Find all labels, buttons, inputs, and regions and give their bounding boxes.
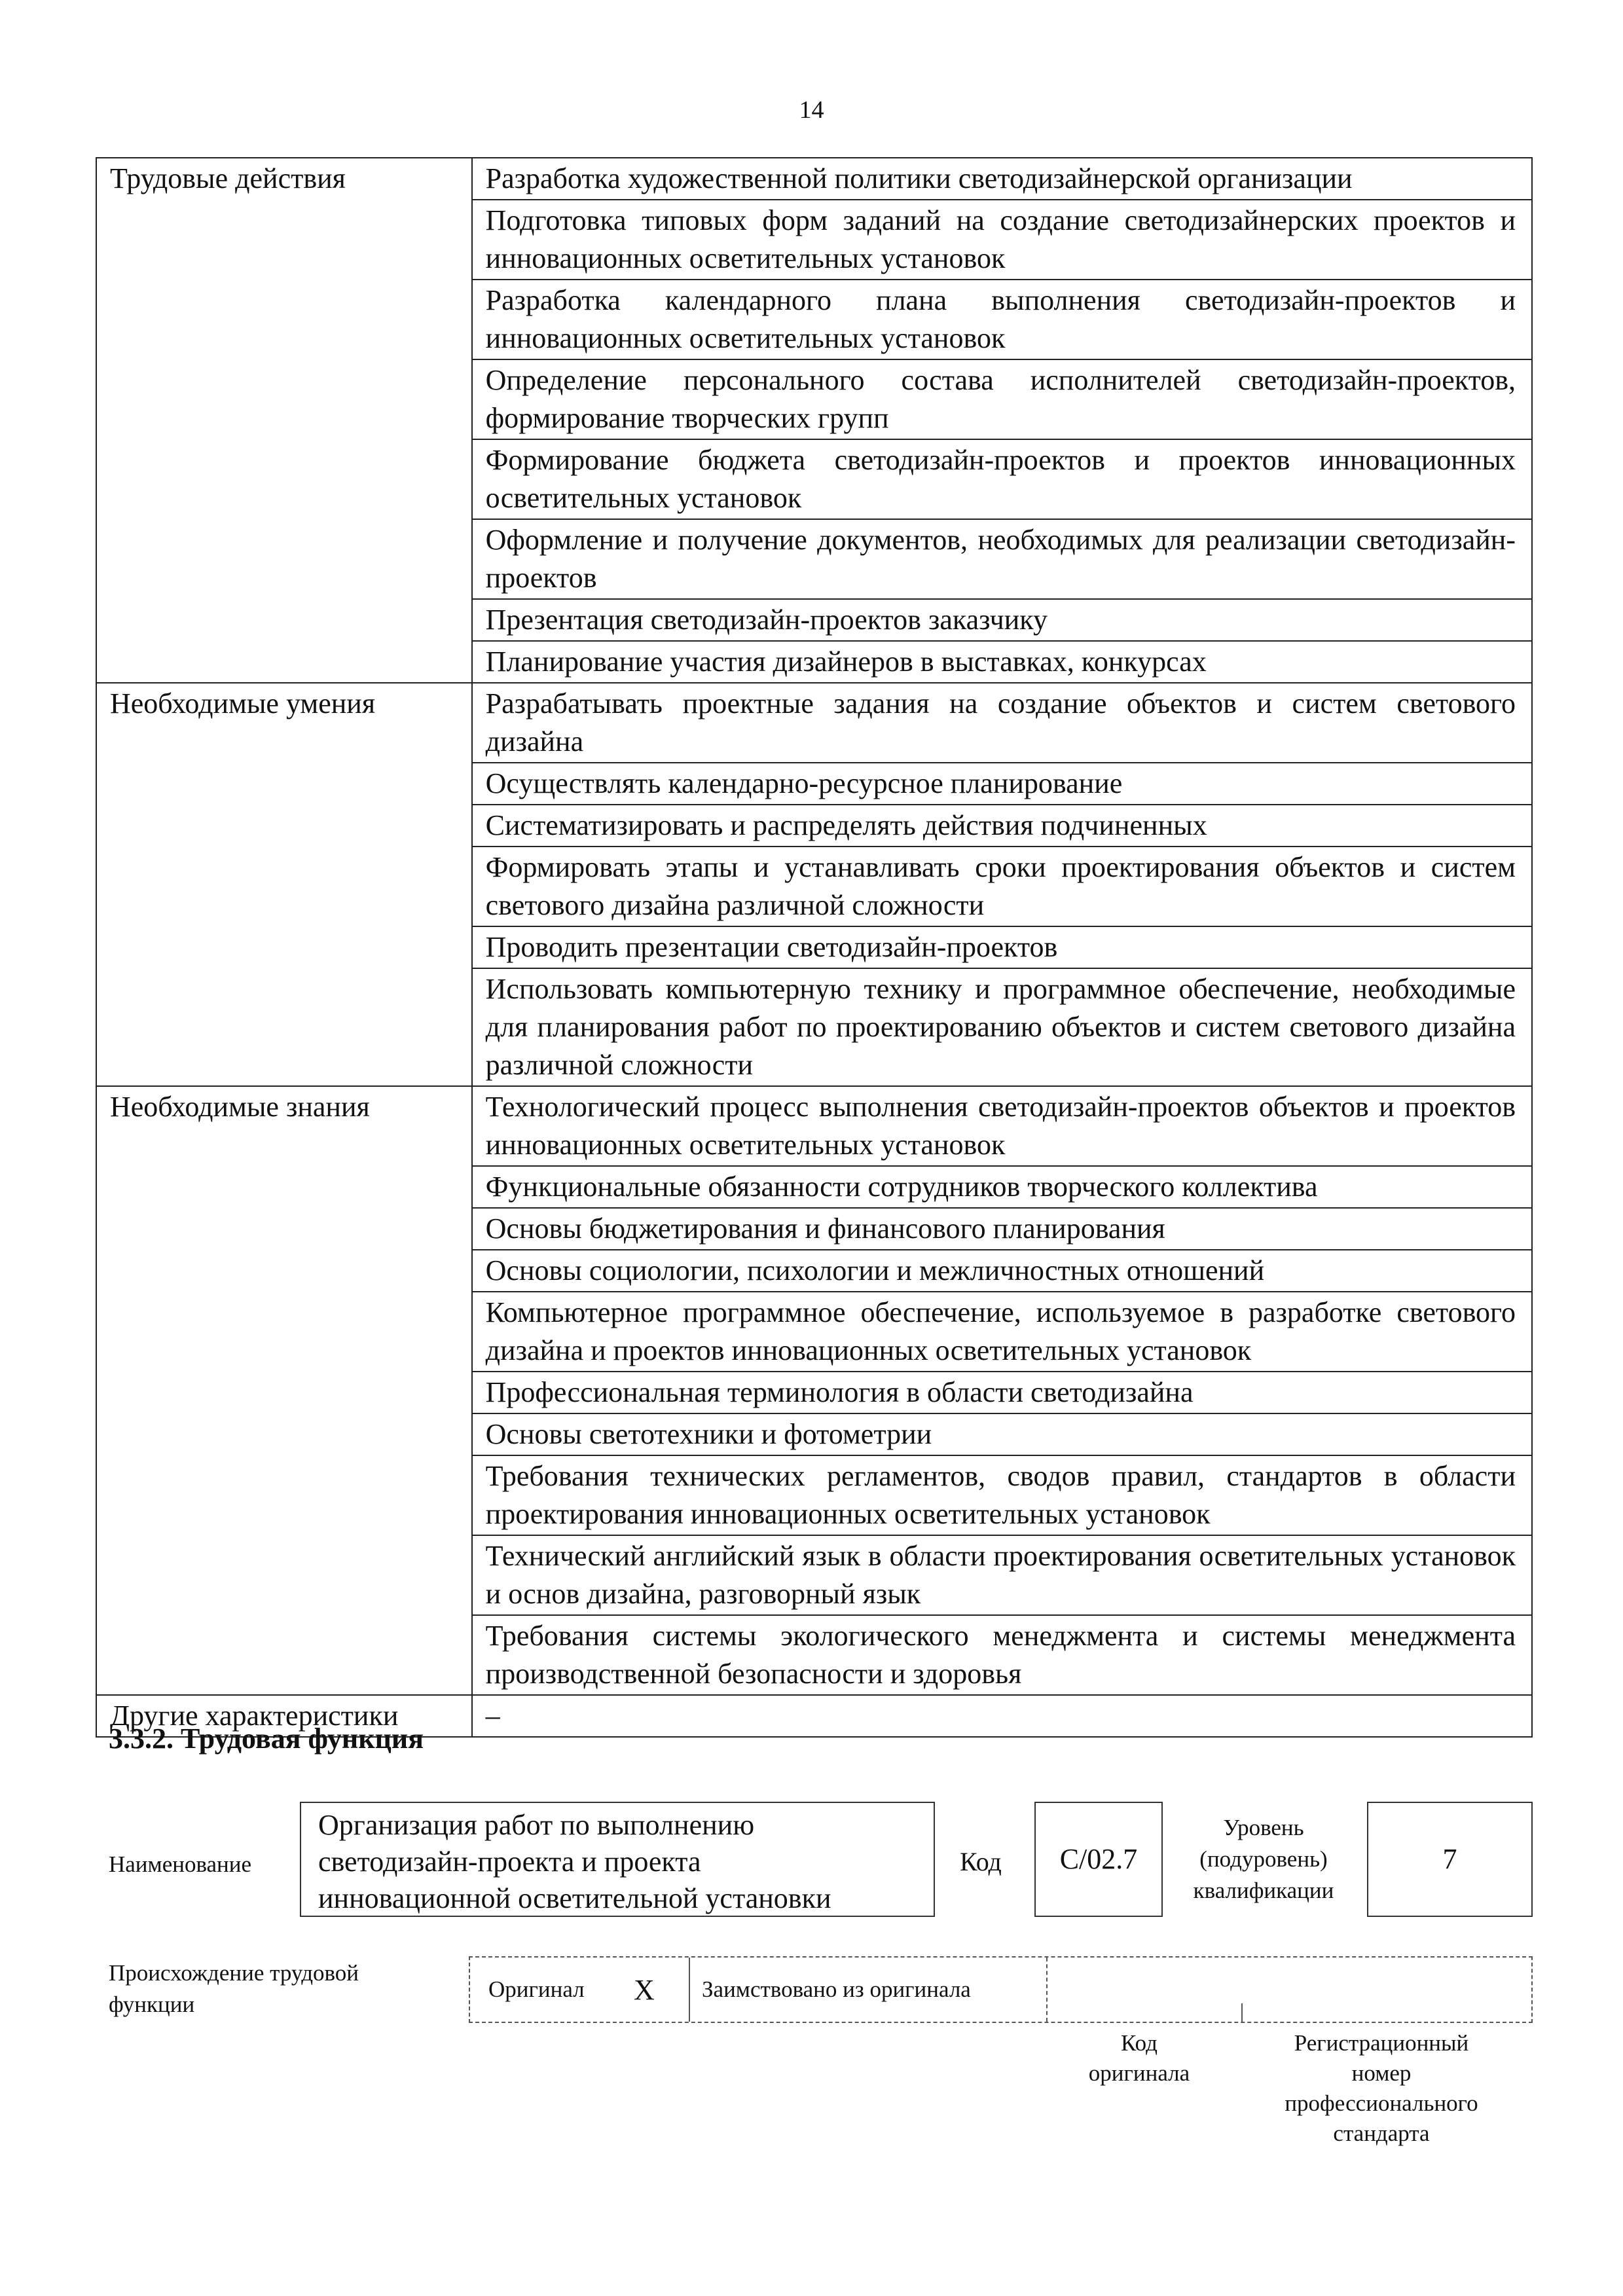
original-code-caption	[1041, 2028, 1237, 2088]
group-item: Формировать этапы и устанавливать сроки проектирования объектов и систем светового дизайна различной сложности	[472, 847, 1532, 926]
qualification-level-label-line: (подуровень)	[1199, 1846, 1328, 1872]
group-label: Необходимые умения	[96, 683, 472, 1086]
qualification-level-value: 7	[1442, 1843, 1457, 1875]
group-item: Формирование бюджета светодизайн-проектов и проектов инновационных осветительных установок	[472, 439, 1532, 519]
registration-number-caption	[1244, 2028, 1519, 2149]
caption-line: оригинала	[1088, 2060, 1190, 2086]
group-item: Планирование участия дизайнеров в выставках, конкурсах	[472, 641, 1532, 683]
group-item: Разработка календарного плана выполнения светодизайн-проектов и инновационных осветительных установок	[472, 280, 1532, 359]
code-label: Код	[960, 1847, 1002, 1876]
group-item: Технологический процесс выполнения светодизайн-проектов объектов и проектов инновационных осветительных установок	[472, 1086, 1532, 1166]
table-row	[96, 683, 1532, 763]
group-item: Подготовка типовых форм заданий на создание светодизайнерских проектов и инновационных осветительных установок	[472, 200, 1532, 280]
group-item: Презентация светодизайн-проектов заказчику	[472, 599, 1532, 641]
function-code-value: C/02.7	[1059, 1843, 1138, 1875]
borrowed-label: Заимствовано из оригинала	[702, 1977, 971, 2002]
group-item: Основы социологии, психологии и межличностных отношений	[472, 1250, 1532, 1292]
table-row	[96, 158, 1532, 200]
group-label: Другие характеристики	[96, 1695, 472, 1737]
group-item: Технический английский язык в области проектирования осветительных установок и основ дизайна, разговорный язык	[472, 1535, 1532, 1615]
function-name-line: инновационной осветительной установки	[318, 1882, 831, 1914]
group-item: Функциональные обязанности сотрудников творческого коллектива	[472, 1166, 1532, 1208]
origin-label-line: Происхождение трудовой	[109, 1960, 359, 1986]
page-number: 14	[799, 96, 824, 124]
qualification-level-box	[1367, 1802, 1533, 1917]
qualification-level-label	[1172, 1812, 1355, 1906]
group-item: Оформление и получение документов, необходимых для реализации светодизайн-проектов	[472, 519, 1532, 599]
caption-line: номер	[1351, 2060, 1412, 2086]
qualification-level-label-line: Уровень	[1223, 1815, 1304, 1840]
original-mark: X	[634, 1973, 655, 2006]
group-item: Систематизировать и распределять действия подчиненных	[472, 805, 1532, 847]
group-item: Разрабатывать проектные задания на создание объектов и систем светового дизайна	[472, 683, 1532, 763]
group-item: Определение персонального состава исполнителей светодизайн-проектов, формирование творческих групп	[472, 359, 1532, 439]
section-title: 3.3.2. Трудовая функция	[109, 1722, 424, 1755]
caption-line: Регистрационный	[1294, 2030, 1469, 2056]
function-code-box	[1034, 1802, 1163, 1917]
function-name-line: светодизайн-проекта и проекта	[318, 1846, 701, 1878]
caption-line: стандарта	[1333, 2121, 1430, 2146]
origin-box	[469, 1956, 1533, 2023]
caption-line: профессионального	[1285, 2090, 1478, 2116]
origin-divider	[1046, 1958, 1048, 2022]
group-item: Требования системы экологического менеджмента и системы менеджмента производственной безопасности и здоровья	[472, 1615, 1532, 1695]
origin-divider	[1241, 2003, 1243, 2023]
group-item: Профессиональная терминология в области светодизайна	[472, 1372, 1532, 1413]
group-item: –	[472, 1695, 1532, 1737]
origin-label	[109, 1958, 359, 2020]
original-label: Оригинал	[488, 1977, 585, 2002]
group-item: Использовать компьютерную технику и программное обеспечение, необходимые для планирования работ по проектированию объектов и систем светового дизайна различной сложности	[472, 968, 1532, 1086]
name-label: Наименование	[109, 1851, 252, 1877]
function-name-box	[300, 1802, 935, 1917]
group-item: Требования технических регламентов, сводов правил, стандартов в области проектирования инновационных осветительных установок	[472, 1455, 1532, 1535]
group-item: Осуществлять календарно-ресурсное планирование	[472, 763, 1532, 805]
qualification-level-label-line: квалификации	[1193, 1878, 1334, 1903]
group-label: Необходимые знания	[96, 1086, 472, 1695]
origin-divider	[689, 1958, 690, 2022]
group-item: Проводить презентации светодизайн-проектов	[472, 926, 1532, 968]
table-row	[96, 1086, 1532, 1166]
group-item: Основы светотехники и фотометрии	[472, 1413, 1532, 1455]
group-item: Компьютерное программное обеспечение, используемое в разработке светового дизайна и проектов инновационных осветительных установок	[472, 1292, 1532, 1372]
function-name-line: Организация работ по выполнению	[318, 1809, 755, 1841]
caption-line: Код	[1121, 2030, 1158, 2056]
origin-label-line: функции	[109, 1992, 195, 2017]
competency-table	[96, 157, 1533, 1738]
group-item: Основы бюджетирования и финансового планирования	[472, 1208, 1532, 1250]
group-label: Трудовые действия	[96, 158, 472, 683]
group-item: Разработка художественной политики светодизайнерской организации	[472, 158, 1532, 200]
competency-table-body	[96, 158, 1532, 1737]
